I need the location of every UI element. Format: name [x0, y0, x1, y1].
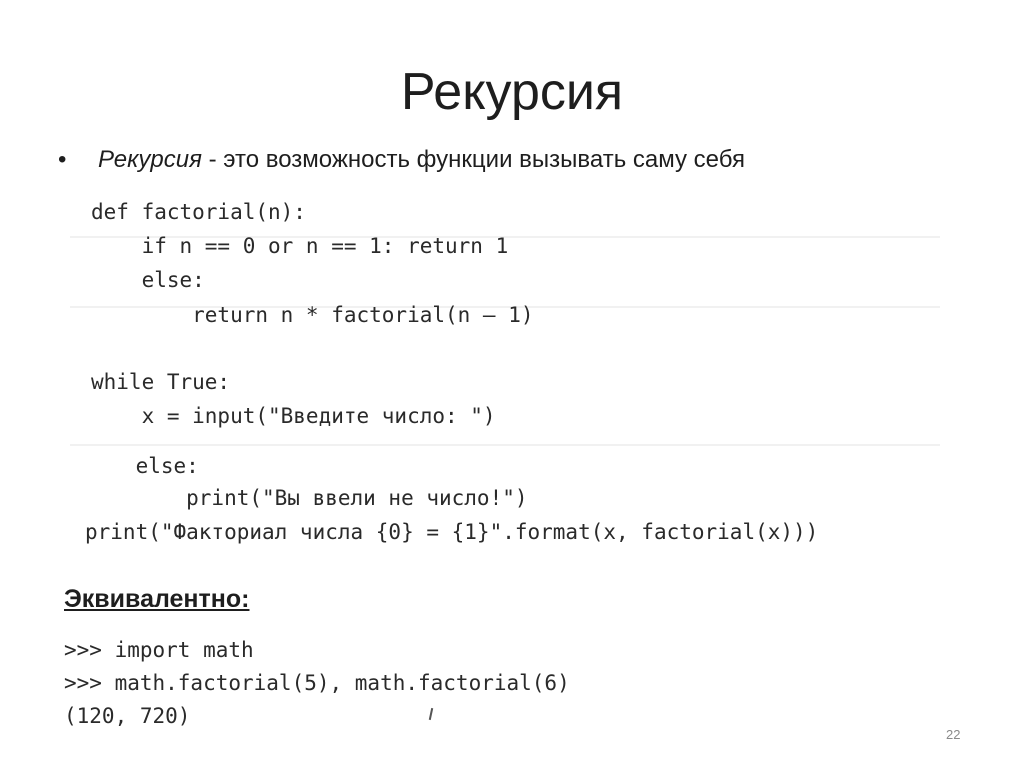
repl-line: >>> math.factorial(5), math.factorial(6) — [64, 671, 570, 695]
code-line: print("Вы ввели не число!") — [85, 486, 528, 510]
page-number: 22 — [946, 727, 961, 742]
code-line: else: — [91, 268, 205, 292]
repl-line: >>> import math — [64, 638, 254, 662]
code-line: def factorial(n): — [91, 200, 306, 224]
equivalent-heading: Эквивалентно: — [64, 585, 250, 613]
scan-artifact — [70, 444, 940, 446]
slide-title: Рекурсия — [400, 63, 624, 121]
code-line: print("Факториал числа {0} = {1}".format(x, factorial(x))) — [85, 520, 819, 544]
code-line: return n * factorial(n – 1) — [91, 303, 534, 327]
bullet-marker: • — [58, 146, 67, 173]
bullet-term: Рекурсия — [98, 146, 202, 173]
code-line: if n == 0 or n == 1: return 1 — [91, 234, 509, 258]
code-line: while True: — [91, 370, 231, 394]
repl-line: (120, 720) — [64, 704, 191, 728]
bullet-definition-text: - это возможность функции вызывать саму себя — [201, 146, 745, 173]
code-line: else: — [85, 454, 199, 478]
code-line: x = input("Введите число: ") — [91, 404, 496, 428]
